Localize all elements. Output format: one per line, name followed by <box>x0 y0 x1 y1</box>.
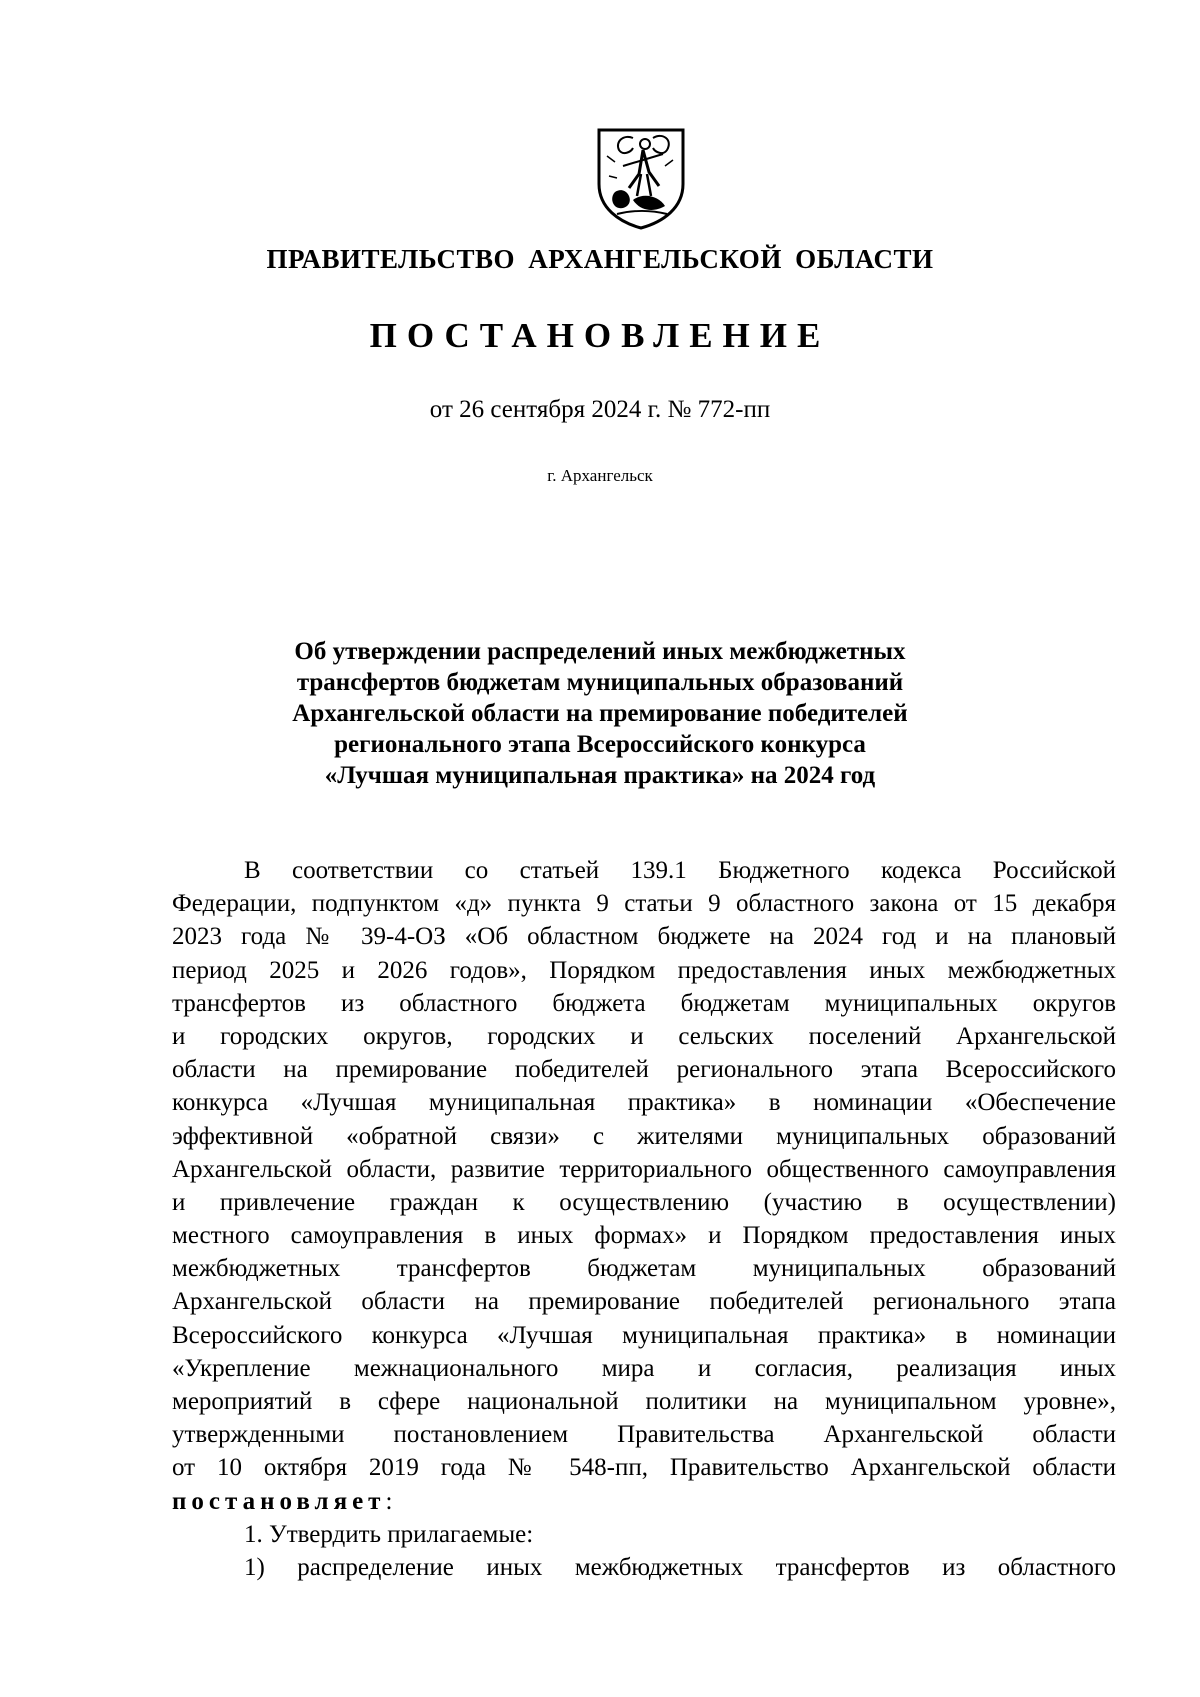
subject-line: «Лучшая муниципальная практика» на 2024 год <box>324 762 876 789</box>
body-line: от 10 октября 2019 года № 548-пп, Правительство Архангельской области <box>172 1454 1116 1482</box>
document-subject <box>200 636 1000 791</box>
coat-of-arms-icon <box>593 126 689 230</box>
body-line: межбюджетных трансфертов бюджетам муниципальных образований <box>172 1255 1116 1283</box>
body-line: Архангельской области на премирование победителей регионального этапа <box>172 1288 1116 1316</box>
document-body <box>172 854 1116 1584</box>
coat-of-arms-emblem <box>593 126 689 230</box>
decree-line <box>172 1485 1116 1518</box>
body-line: трансфертов из областного бюджета бюджетам муниципальных округов <box>172 989 1116 1017</box>
body-line: Архангельской области, развитие территориального общественного самоуправления <box>172 1155 1116 1183</box>
decree-word: постановляет <box>172 1487 386 1515</box>
body-line: мероприятий в сфере национальной политики на муниципальном уровне», <box>172 1388 1116 1415</box>
body-line: В соответствии со статьей 139.1 Бюджетного кодекса Российской <box>244 857 1116 884</box>
subject-line: регионального этапа Всероссийского конкурса <box>334 731 866 758</box>
body-line: эффективной «обратной связи» с жителями муниципальных образований <box>172 1122 1116 1150</box>
document-city: г. Архангельск <box>547 466 653 485</box>
body-line: конкурса «Лучшая муниципальная практика» в номинации «Обеспечение <box>172 1089 1116 1117</box>
subject-line: Архангельской области на премирование победителей <box>292 700 908 727</box>
body-line: и привлечение граждан к осуществлению (участию в осуществлении) <box>172 1188 1116 1216</box>
body-line: Всероссийского конкурса «Лучшая муниципальная практика» в номинации <box>172 1321 1116 1349</box>
subject-line: трансфертов бюджетам муниципальных образований <box>296 669 904 696</box>
item-1-1: 1) распределение иных межбюджетных трансфертов из областного <box>244 1553 1116 1581</box>
document-type-title: ПОСТАНОВЛЕНИЕ <box>369 316 831 355</box>
subject-line: Об утверждении распределений иных межбюджетных <box>294 638 906 665</box>
decree-colon: : <box>385 1487 393 1515</box>
item-1: 1. Утвердить прилагаемые: <box>244 1520 534 1548</box>
body-line: утвержденными постановлением Правительства Архангельской области <box>172 1421 1116 1449</box>
body-line: 2023 года № 39-4-ОЗ «Об областном бюджете на 2024 год и на плановый <box>172 923 1116 951</box>
body-line: и городских округов, городских и сельских поселений Архангельской <box>172 1022 1116 1050</box>
organization-name: ПРАВИТЕЛЬСТВО АРХАНГЕЛЬСКОЙ ОБЛАСТИ <box>266 244 934 274</box>
body-line: период 2025 и 2026 годов», Порядком предоставления иных межбюджетных <box>172 956 1116 984</box>
body-line: «Укрепление межнационального мира и согласия, реализация иных <box>172 1354 1116 1382</box>
body-line: местного самоуправления в иных формах» и Порядком предоставления иных <box>172 1222 1116 1250</box>
body-line: области на премирование победителей регионального этапа Всероссийского <box>172 1056 1116 1084</box>
document-date-number: от 26 сентября 2024 г. № 772-пп <box>429 396 771 423</box>
body-line: Федерации, подпунктом «д» пункта 9 статьи 9 областного закона от 15 декабря <box>172 890 1116 918</box>
